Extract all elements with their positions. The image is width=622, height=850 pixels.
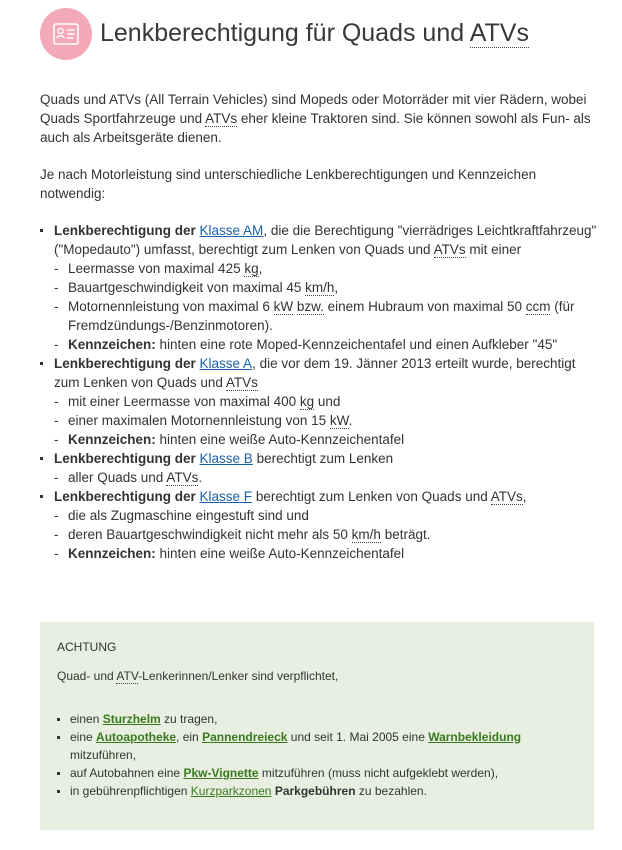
list-item: - mit einer Leermasse von maximal 400 kg und <box>54 392 600 411</box>
list-item: - Kennzeichen: hinten eine weiße Auto-Kennzeichentafel <box>54 430 600 449</box>
notice-intro: Quad- und ATV-Lenkerinnen/Lenker sind verpflichtet, <box>57 669 339 683</box>
notice-list <box>57 710 577 800</box>
list-item-class-f: Lenkberechtigung der Klasse F berechtigt zum Lenken von Quads und ATVs, - die als Zugmaschine eingestuft sind und - deren Bauartgeschwindigkeit nicht mehr als 50 km/h beträgt. - Kennzeichen: hinten eine weiße Auto-Kennzeichentafel <box>40 487 600 563</box>
id-card-icon <box>40 8 92 60</box>
page-header <box>0 0 622 74</box>
link-autoapotheke[interactable]: Autoapotheke <box>96 730 177 744</box>
list-item-class-am: Lenkberechtigung der Klasse AM, die die Berechtigung "vierrädriges Leichtkraftfahrzeug" ("Mopedauto") umfasst, berechtigt zum Lenken von Quads und ATVs mit einer - Leermasse von maximal 425 kg, - Bauartgeschwindigkeit von maximal 45 km/h, - Motornennleistung von maximal 6 kW bzw. einem Hubraum von maximal 50 ccm (für Fremdzündungs-/Benzinmotoren). - Kennzeichen: hinten eine rote Moped-Kennzeichentafel und einen Aufkleber "45" <box>40 221 600 354</box>
page-title: Lenkberechtigung für Quads und ATVs <box>100 19 529 47</box>
link-klasse-b[interactable]: Klasse B <box>199 451 253 466</box>
license-class-list <box>40 221 600 563</box>
list-item-class-a: Lenkberechtigung der Klasse A, die vor dem 19. Jänner 2013 erteilt wurde, berechtigt zum Lenken von Quads und ATVs - mit einer Leermasse von maximal 400 kg und - einer maximalen Motornennleistung von 15 kW. - Kennzeichen: hinten eine weiße Auto-Kennzeichentafel <box>40 354 600 449</box>
link-sturzhelm[interactable]: Sturzhelm <box>102 712 161 726</box>
sublist <box>54 259 600 354</box>
list-item: auf Autobahnen eine Pkw-Vignette mitzuführen (muss nicht aufgeklebt werden), <box>57 764 577 782</box>
link-klasse-f[interactable]: Klasse F <box>199 489 253 504</box>
link-klasse-a[interactable]: Klasse A <box>199 356 253 371</box>
link-warnbekleidung[interactable]: Warnbekleidung <box>428 730 522 744</box>
list-item: - Kennzeichen: hinten eine weiße Auto-Kennzeichentafel <box>54 544 600 563</box>
intro-paragraph-2: Je nach Motorleistung sind unterschiedliche Lenkberechtigungen und Kennzeichen notwendig: <box>40 167 537 201</box>
list-item: einen Sturzhelm zu tragen, <box>57 710 577 728</box>
list-item: - deren Bauartgeschwindigkeit nicht mehr als 50 km/h beträgt. <box>54 525 600 544</box>
main-content <box>40 90 600 563</box>
list-item-class-b: Lenkberechtigung der Klasse B berechtigt zum Lenken - aller Quads und ATVs. <box>40 449 600 487</box>
list-item: - einer maximalen Motornennleistung von 15 kW. <box>54 411 600 430</box>
list-item: - die als Zugmaschine eingestuft sind und <box>54 506 600 525</box>
notice-title: ACHTUNG <box>57 640 117 654</box>
sublist <box>54 392 600 449</box>
list-item: in gebührenpflichtigen Kurzparkzonen Parkgebühren zu bezahlen. <box>57 782 577 800</box>
list-item: - Bauartgeschwindigkeit von maximal 45 km/h, <box>54 278 600 297</box>
link-pkw-vignette[interactable]: Pkw-Vignette <box>183 766 259 780</box>
sublist <box>54 506 600 563</box>
list-item: eine Autoapotheke, ein Pannendreieck und seit 1. Mai 2005 eine Warnbekleidung mitzuführen, <box>57 728 577 764</box>
list-item: - Kennzeichen: hinten eine rote Moped-Kennzeichentafel und einen Aufkleber "45" <box>54 335 600 354</box>
link-kurzparkzonen[interactable]: Kurzparkzonen <box>190 784 272 798</box>
list-item: - aller Quads und ATVs. <box>54 468 600 487</box>
link-klasse-am[interactable]: Klasse AM <box>199 223 264 238</box>
intro-paragraph: Quads und ATVs (All Terrain Vehicles) sind Mopeds oder Motorräder mit vier Rädern, wobei Quads Sportfahrzeuge und ATVs eher kleine Traktoren sind. Sie können sowohl als Fun- als auch als Arbeitsgeräte dienen. <box>40 92 591 145</box>
abbr-atvs: ATVs <box>469 19 529 47</box>
list-item: - Motornennleistung von maximal 6 kW bzw. einem Hubraum von maximal 50 ccm (für Fremdzündungs-/Benzinmotoren). <box>54 297 600 335</box>
notice-box <box>40 622 594 830</box>
sublist <box>54 468 600 487</box>
link-pannendreieck[interactable]: Pannendreieck <box>202 730 288 744</box>
list-item: - Leermasse von maximal 425 kg, <box>54 259 600 278</box>
